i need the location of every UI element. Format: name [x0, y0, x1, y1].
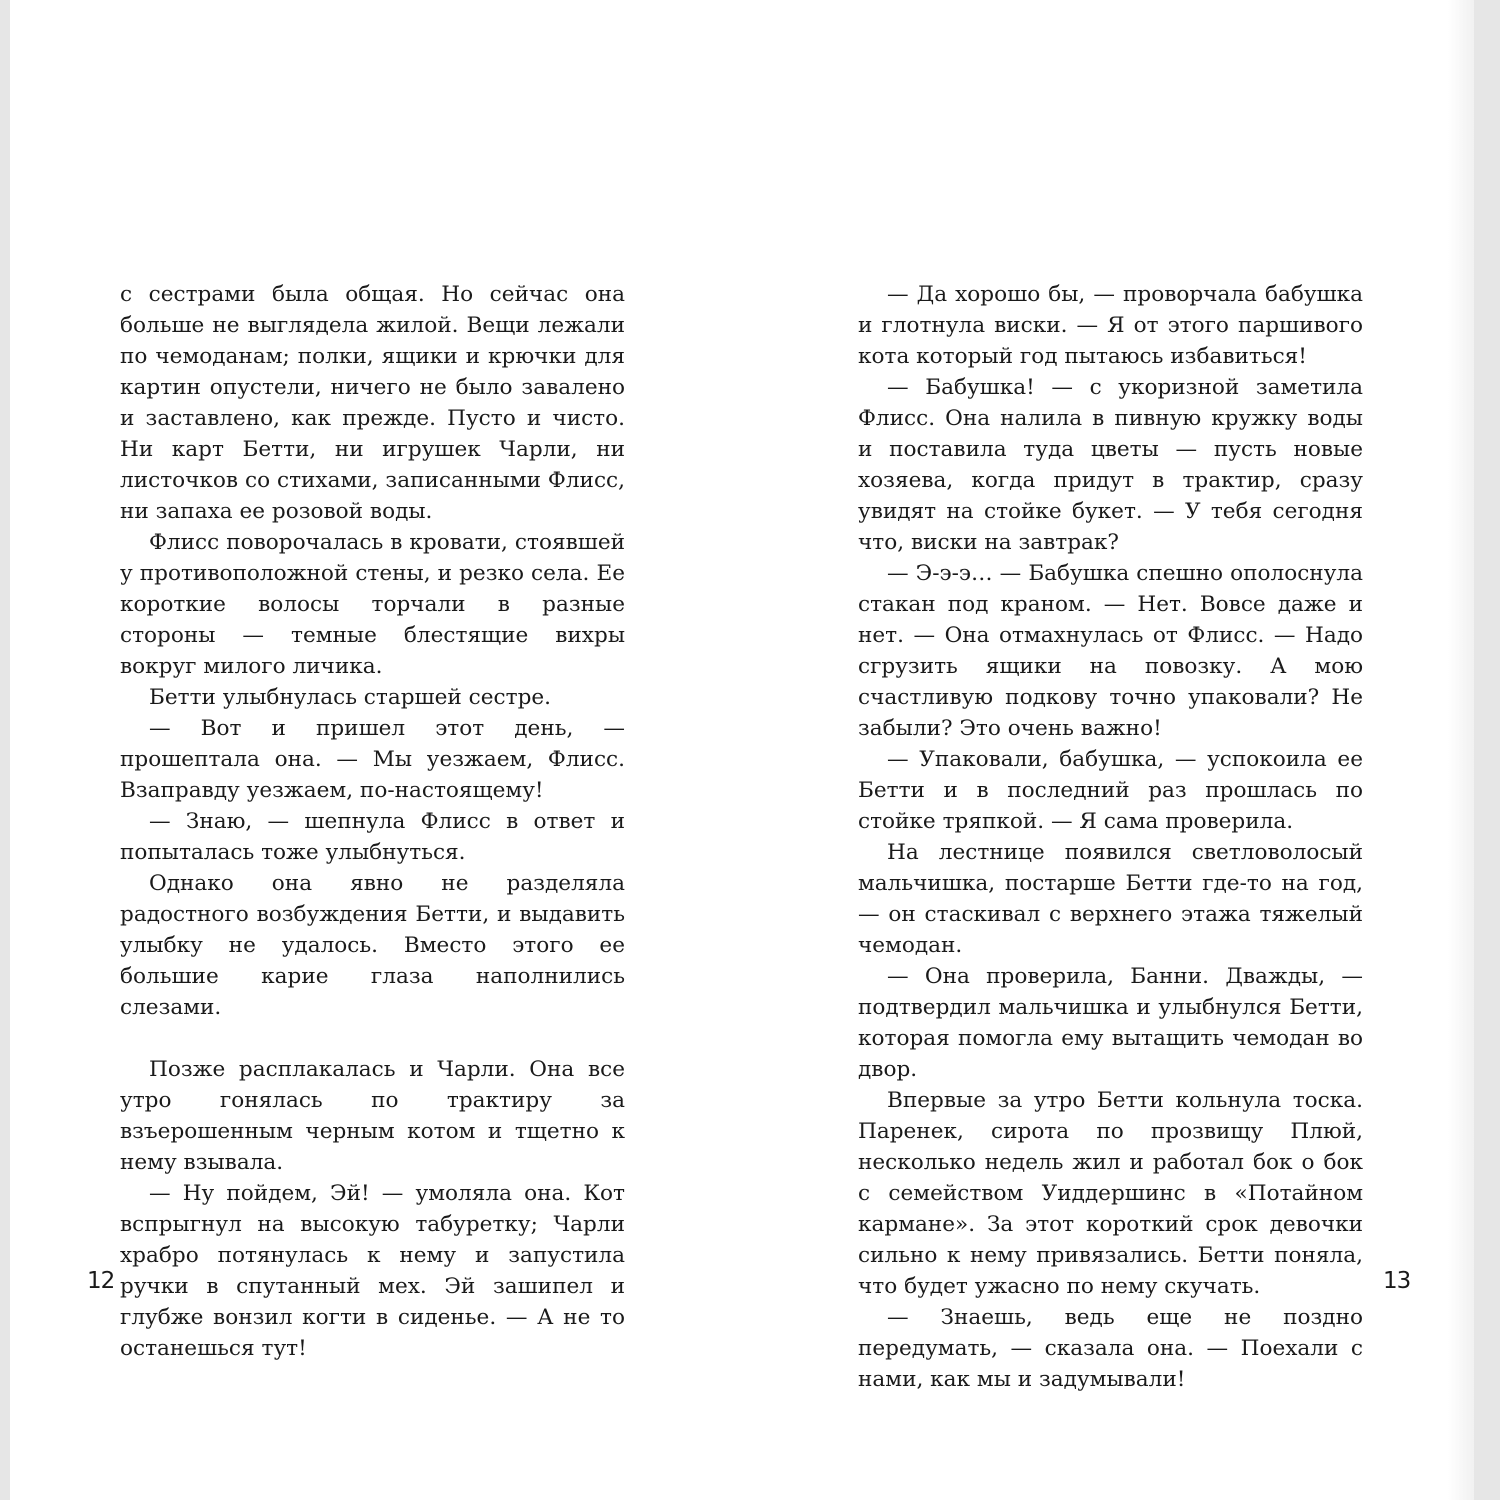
paragraph: Позже расплакалась и Чарли. Она все утро гонялась по трактиру за взъерошенным черным котом и тщетно к нему взывала. — [120, 1057, 625, 1175]
page-number-left: 12 — [87, 1268, 115, 1294]
paragraph: — Она проверила, Банни. Дважды, — подтвердил мальчишка и улыбнулся Бетти, которая помогла ему вытащить чемодан во двор. — [858, 964, 1363, 1082]
paragraph: — Вот и пришел этот день, — прошептала она. — Мы уезжаем, Флисс. Взаправду уезжаем, по-настоящему! — [120, 716, 625, 803]
paragraph: Впервые за утро Бетти кольнула тоска. Паренек, сирота по прозвищу Плюй, несколько недель жил и работал бок о бок с семейством Уиддершинс в «Потайном кармане». За этот короткий срок девочки сильно к нему привязались. Бетти поняла, что будет ужасно по нему скучать. — [858, 1088, 1363, 1299]
paragraph: Флисс поворочалась в кровати, стоявшей у противоположной стены, и резко села. Ее короткие волосы торчали в разные стороны — темные блестящие вихры вокруг милого личика. — [120, 530, 625, 679]
book-spread — [10, 0, 1474, 1500]
paragraph: — Ну пойдем, Эй! — умоляла она. Кот вспрыгнул на высокую табуретку; Чарли храбро потянулась к нему и запустила ручки в спутанный мех. Эй зашипел и глубже вонзил когти в сиденье. — А не то останешься тут! — [120, 1181, 625, 1361]
paragraph: с сестрами была общая. Но сейчас она больше не выглядела жилой. Вещи лежали по чемоданам; полки, ящики и крючки для картин опустели, ничего не было завалено и заставлено, как прежде. Пусто и чисто. Ни карт Бетти, ни игрушек Чарли, ни листочков со стихами, записанными Флисс, ни запаха ее розовой воды. — [120, 282, 625, 524]
page-number-right: 13 — [1383, 1268, 1411, 1294]
paragraph: Бетти улыбнулась старшей сестре. — [149, 685, 552, 710]
paragraph: — Э-э-э… — Бабушка спешно ополоснула стакан под краном. — Нет. Вовсе даже и нет. — Она отмахнулась от Флисс. — Надо сгрузить ящики на повозку. А мою счастливую подкову точно упаковали? Не забыли? Это очень важно! — [858, 561, 1363, 741]
paragraph: — Знаю, — шепнула Флисс в ответ и попыталась тоже улыбнуться. — [120, 809, 625, 865]
paragraph: На лестнице появился светловолосый мальчишка, постарше Бетти где-то на год, — он стаскивал с верхнего этажа тяжелый чемодан. — [858, 840, 1363, 958]
paragraph: — Да хорошо бы, — проворчала бабушка и глотнула виски. — Я от этого паршивого кота который год пытаюсь избавиться! — [858, 282, 1363, 369]
right-page — [742, 0, 1474, 1500]
paragraph: — Упаковали, бабушка, — успокоила ее Бетти и в последний раз прошлась по стойке тряпкой. — Я сама проверила. — [858, 747, 1363, 834]
paragraph: — Бабушка! — с укоризной заметила Флисс. Она налила в пивную кружку воды и поставила туда цветы — пусть новые хозяева, когда придут в трактир, сразу увидят на стойке букет. — У тебя сегодня что, виски на завтрак? — [858, 375, 1363, 555]
paragraph: — Знаешь, ведь еще не поздно передумать, — сказала она. — Поехали с нами, как мы и задумывали! — [858, 1305, 1363, 1392]
right-page-text — [858, 279, 1363, 1395]
left-page-text — [120, 279, 625, 1364]
paragraph: Однако она явно не разделяла радостного возбуждения Бетти, и выдавить улыбку не удалось. Вместо этого ее большие карие глаза наполнились слезами. — [120, 871, 625, 1020]
left-page — [10, 0, 742, 1500]
page-edge-shadow — [1448, 0, 1474, 1500]
